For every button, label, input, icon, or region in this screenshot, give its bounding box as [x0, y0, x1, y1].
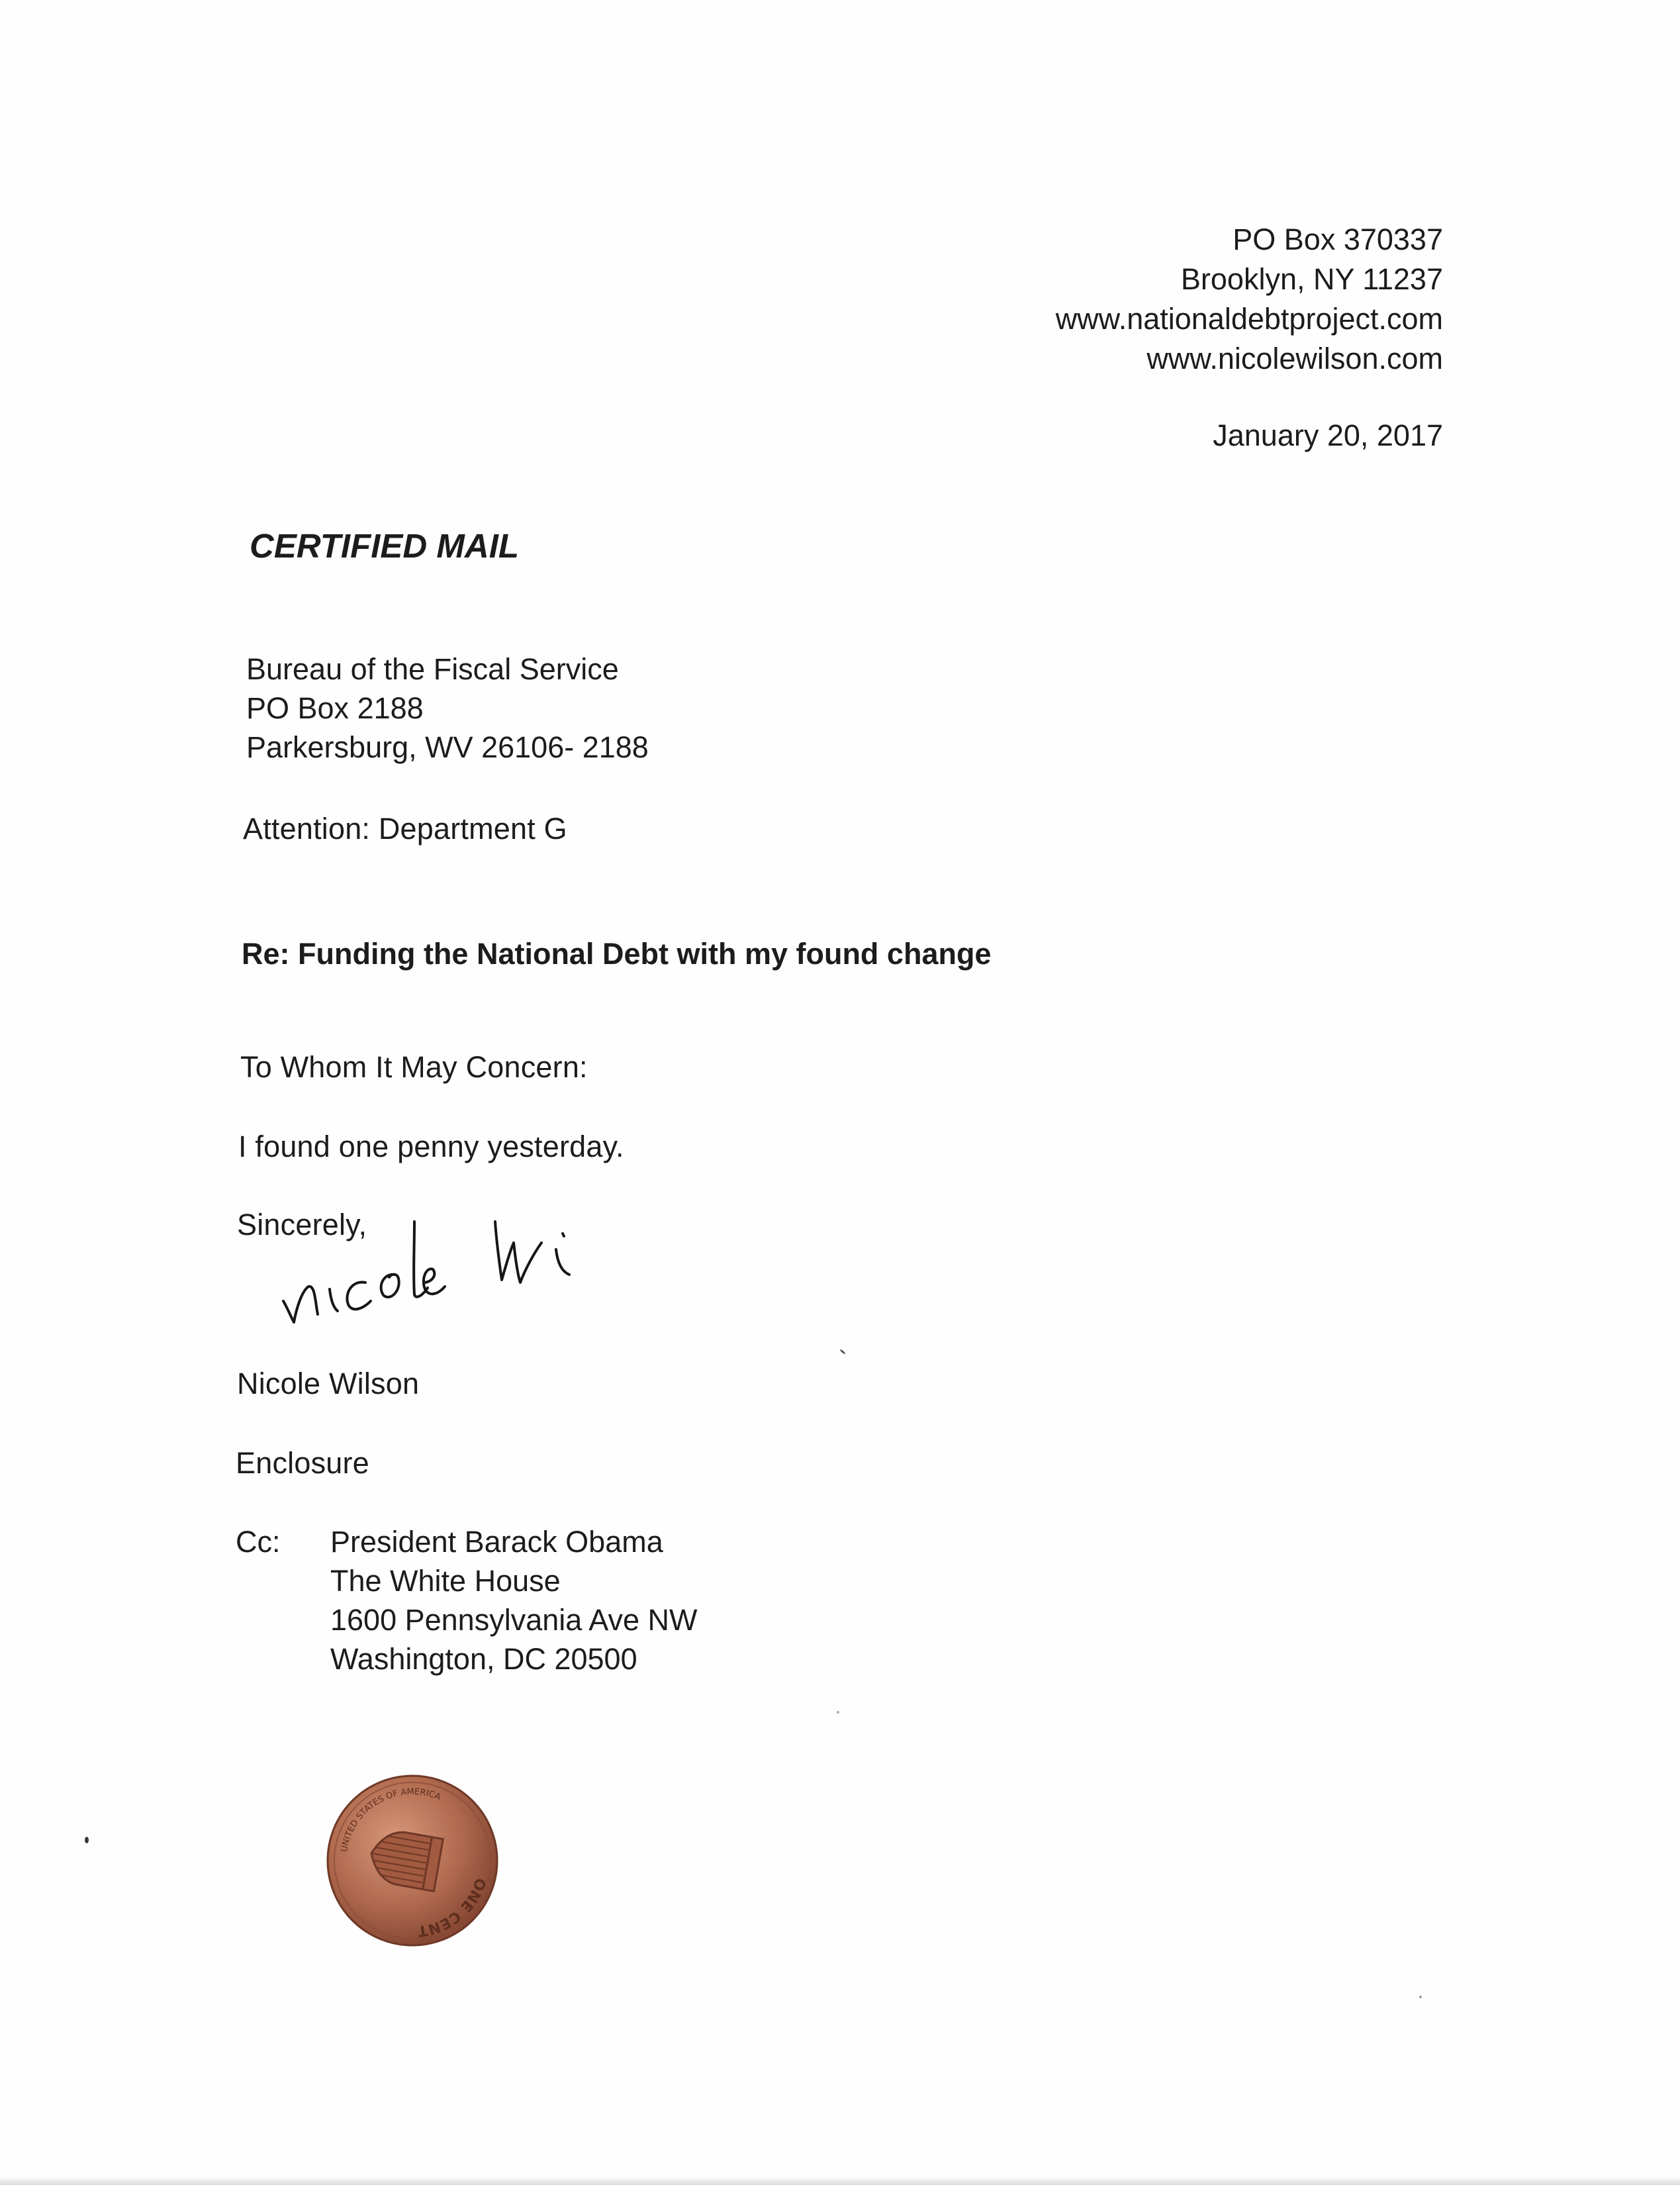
- subject-line: Re: Funding the National Debt with my found change: [242, 937, 992, 971]
- letter-date: January 20, 2017: [1213, 418, 1443, 452]
- enclosure-label: Enclosure: [236, 1446, 369, 1480]
- sender-po-box: PO Box 370337: [1233, 222, 1443, 256]
- cc-city: Washington, DC 20500: [330, 1642, 637, 1676]
- certified-mail-heading: CERTIFIED MAIL: [250, 527, 520, 565]
- scan-speck: [85, 1837, 89, 1843]
- sender-city: Brooklyn, NY 11237: [1180, 262, 1443, 296]
- recipient-city: Parkersburg, WV 26106- 2188: [246, 730, 649, 764]
- scan-speck: [839, 1349, 846, 1355]
- closing: Sincerely,: [237, 1208, 367, 1241]
- signer-name: Nicole Wilson: [237, 1367, 420, 1400]
- sender-website-1: www.nationaldebtproject.com: [1055, 302, 1443, 336]
- recipient-address: [246, 650, 649, 767]
- recipient-name: Bureau of the Fiscal Service: [246, 652, 619, 686]
- sender-address: [1056, 220, 1443, 379]
- handwritten-signature: [278, 1208, 649, 1341]
- cc-label: Cc:: [236, 1525, 281, 1559]
- cc-address: [330, 1522, 698, 1678]
- cc-street: 1600 Pennsylvania Ave NW: [330, 1603, 698, 1637]
- scan-speck: [837, 1711, 839, 1714]
- salutation: To Whom It May Concern:: [240, 1050, 588, 1084]
- recipient-po-box: PO Box 2188: [246, 691, 424, 725]
- sender-website-2: www.nicolewilson.com: [1146, 342, 1443, 375]
- cc-org: The White House: [330, 1564, 561, 1598]
- penny-inscription-one-cent: ONE CENT: [416, 1875, 489, 1939]
- penny-inscription-usa: UNITED STATES OF AMERICA: [339, 1786, 442, 1853]
- scan-speck: [1419, 1996, 1422, 1998]
- body-paragraph: I found one penny yesterday.: [238, 1130, 624, 1163]
- penny-coin-image: [323, 1771, 502, 1950]
- attention-line: Attention: Department G: [243, 812, 567, 846]
- cc-name: President Barack Obama: [330, 1525, 663, 1559]
- scan-edge: [0, 2177, 1680, 2185]
